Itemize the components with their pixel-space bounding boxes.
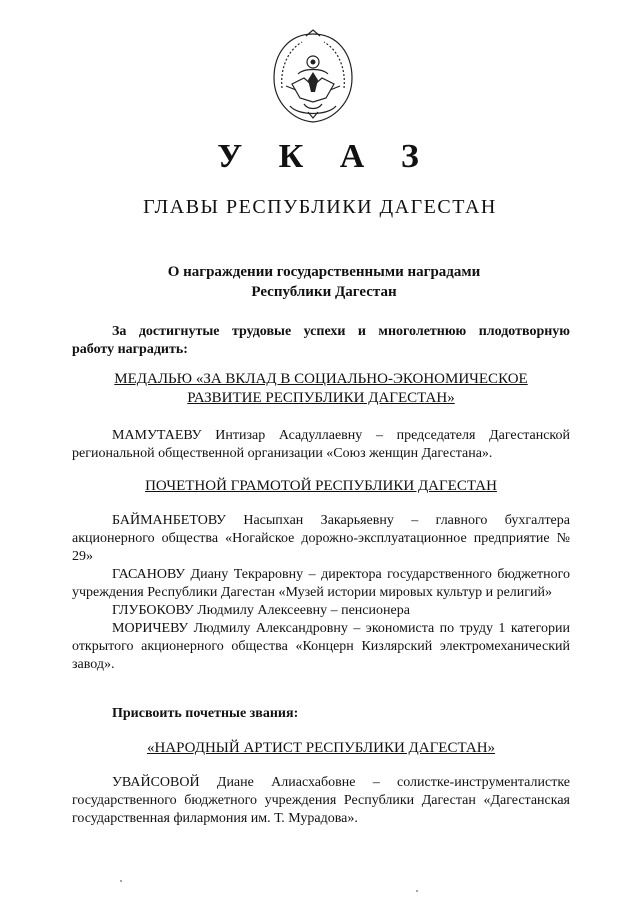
decree-subject-line1: О награждении государственными наградами <box>167 264 481 280</box>
artist-recipient: УВАЙСОВОЙ Диане Алиасхабовне – солистке-инструменталистке государственного бюджетного учреждения Республики Дагестан «Дагестанская государственная филармония им. Т. Мурадова». <box>72 775 570 826</box>
medal-recipient: МАМУТАЕВУ Интизар Асадуллаевну – председателя Дагестанской региональной общественной организации «Союз женщин Дагестана». <box>72 428 570 461</box>
scan-speck <box>416 890 418 892</box>
document-title: У К А З <box>217 138 433 175</box>
list-item: МОРИЧЕВУ Людмилу Александровну – экономиста по труду 1 категории открытого акционерного общества «Концерн Кизлярский электромеханический завод». <box>72 621 570 672</box>
artist-heading-text: «НАРОДНЫЙ АРТИСТ РЕСПУБЛИКИ ДАГЕСТАН» <box>146 740 496 756</box>
list-item: ГЛУБОКОВУ Людмилу Алексеевну – пенсионера <box>112 603 410 618</box>
intro-paragraph <box>72 323 570 359</box>
intro-line1: За достигнутые трудовые успехи и многолетнюю плодотворную <box>112 324 570 339</box>
diploma-recipients-list <box>72 512 570 674</box>
coat-of-arms-icon <box>268 28 358 126</box>
medal-heading-line1: МЕДАЛЬЮ «ЗА ВКЛАД В СОЦИАЛЬНО-ЭКОНОМИЧЕСКОЕ <box>114 371 528 387</box>
decree-subject-line2: Республики Дагестан <box>251 284 397 300</box>
artist-heading <box>72 739 570 758</box>
intro-line2: работу наградить: <box>72 342 188 357</box>
scan-speck <box>120 880 122 882</box>
decree-subject <box>150 262 498 302</box>
titles-intro: Присвоить почетные звания: <box>112 706 299 721</box>
diploma-heading-text: ПОЧЕТНОЙ ГРАМОТОЙ РЕСПУБЛИКИ ДАГЕСТАН <box>145 478 497 494</box>
list-item: БАЙМАНБЕТОВУ Насыпхан Закарьяевну – главного бухгалтера акционерного общества «Ногайское дорожно-эксплуатационное предприятие № 29» <box>72 513 570 564</box>
medal-heading <box>72 370 570 408</box>
diploma-heading <box>72 477 570 496</box>
list-item: ГАСАНОВУ Диану Текраровну – директора государственного бюджетного учреждения Республики Дагестан «Музей истории мировых культур и религий» <box>72 567 570 600</box>
medal-heading-line2: РАЗВИТИЕ РЕСПУБЛИКИ ДАГЕСТАН» <box>187 390 455 406</box>
document-subtitle: ГЛАВЫ РЕСПУБЛИКИ ДАГЕСТАН <box>143 196 497 218</box>
